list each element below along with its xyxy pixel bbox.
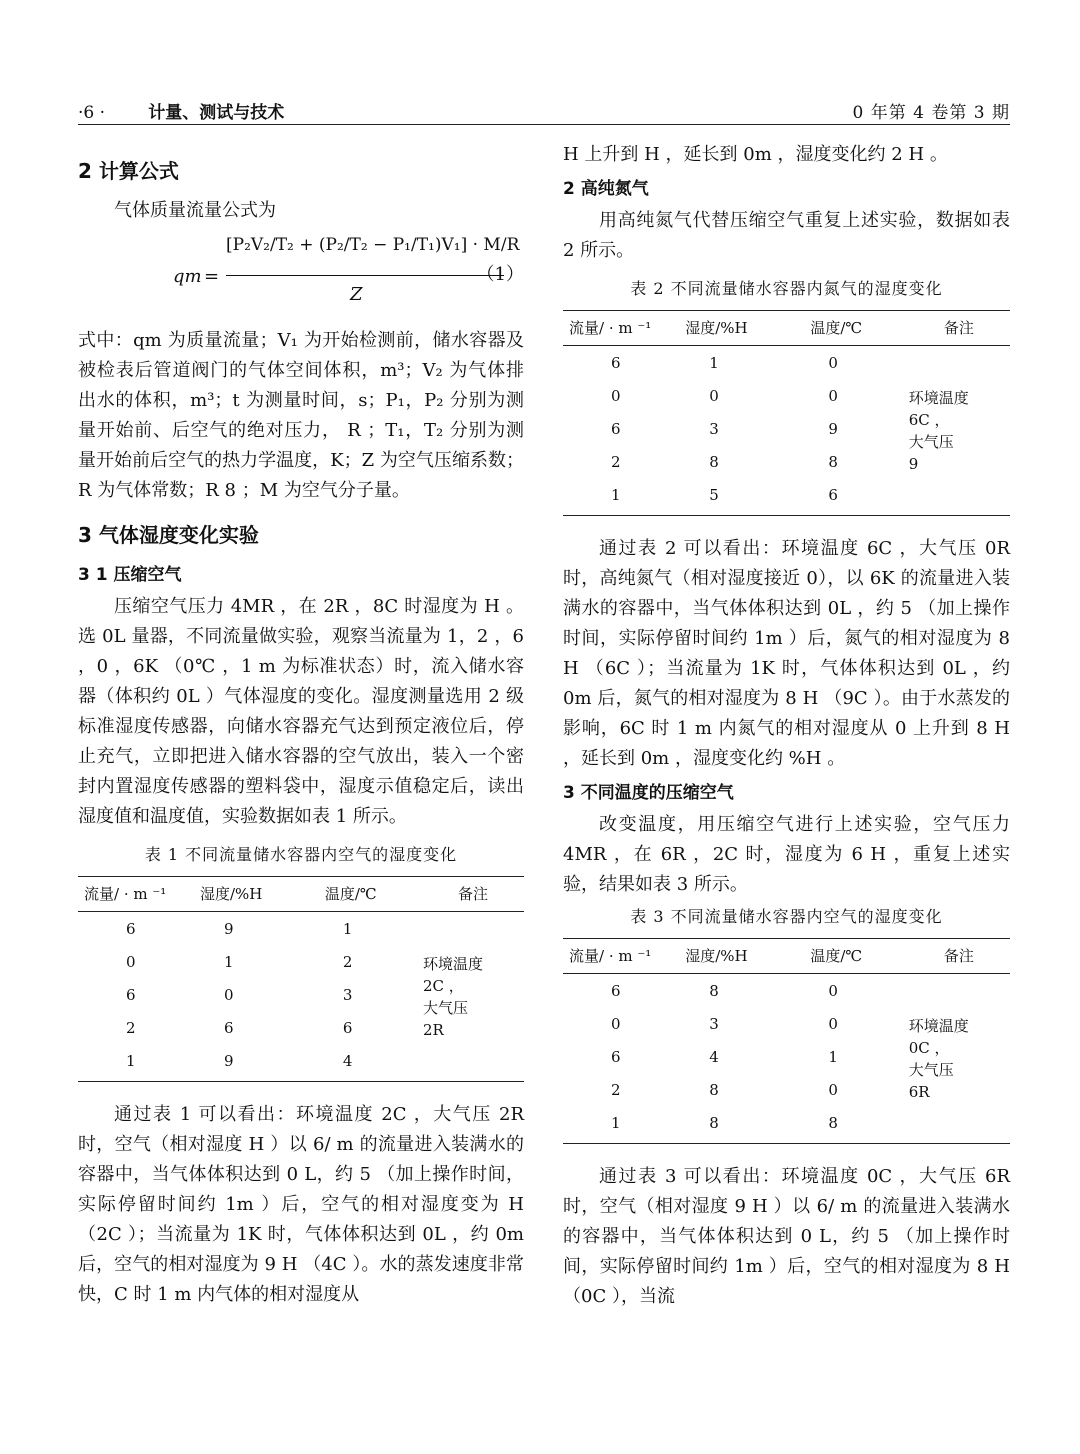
cell-temperature: 0 xyxy=(828,981,838,1000)
cell-flow: 6 xyxy=(611,353,621,372)
cell-humidity: 0 xyxy=(223,985,234,1004)
header-temperature: 温度/℃ xyxy=(324,885,377,903)
cell-temperature: 1 xyxy=(342,919,353,938)
cell-flow: 6 xyxy=(611,1047,621,1066)
left-column xyxy=(78,140,524,1310)
table-3-discussion: 通过表 3 可以看出：环境温度 0C ，大气压 6R 时，空气（相对湿度 9 H ）以 6/ m 的流量进入装满水的容器中，当气体体积达到 0 L，约 5 （加上操作时间，实际停留时间约 1m ）后，空气的相对湿度为 8 H （0C ），当流 xyxy=(563,1166,1010,1307)
section-3-2-paragraph: 用高纯氮气代替压缩空气重复上述实验，数据如表 2 所示。 xyxy=(563,210,1010,261)
cell-flow: 1 xyxy=(611,1113,621,1132)
issue-info: 0 年第 4 卷第 3 期 xyxy=(852,103,1010,123)
header-note: 备注 xyxy=(457,885,488,903)
cell-humidity: 0 xyxy=(709,386,719,405)
cell-temperature: 6 xyxy=(828,485,838,504)
table-row xyxy=(78,912,524,946)
section-3-2-title: 2 高纯氮气 xyxy=(563,179,649,199)
cell-flow: 6 xyxy=(611,419,621,438)
header-flow: 流量/ · m ⁻¹ xyxy=(569,319,652,337)
cell-flow: 6 xyxy=(126,919,136,938)
page-header xyxy=(78,96,1010,125)
cell-temperature: 1 xyxy=(828,1047,838,1066)
section-2-intro: 气体质量流量公式为 xyxy=(114,200,276,221)
section-3-1-title: 3 1 压缩空气 xyxy=(78,565,182,585)
cell-humidity: 1 xyxy=(223,952,234,971)
header-left xyxy=(78,98,284,123)
continued-paragraph: H 上升到 H ，延长到 0m ，湿度变化约 2 H 。 xyxy=(563,144,948,165)
formula-numerator: [P₂V₂/T₂ + (P₂/T₂ − P₁/T₁)V₁] · M/R xyxy=(226,235,520,255)
section-2-title: 2 计算公式 xyxy=(78,159,179,183)
table-3-caption: 表 3 不同流量储水容器内空气的湿度变化 xyxy=(630,907,943,926)
cell-humidity: 8 xyxy=(709,1080,719,1099)
cell-flow: 6 xyxy=(126,985,136,1004)
cell-humidity: 4 xyxy=(709,1047,719,1066)
header-flow: 流量/ · m ⁻¹ xyxy=(569,947,652,965)
formula-lhs: qm xyxy=(173,266,202,287)
cell-note xyxy=(417,912,524,1082)
cell-temperature: 4 xyxy=(342,1051,353,1070)
mass-flow-formula xyxy=(78,230,524,322)
cell-humidity: 6 xyxy=(223,1018,234,1037)
cell-humidity: 9 xyxy=(223,919,234,938)
cell-note xyxy=(903,346,1010,516)
header-humidity: 湿度/%H xyxy=(685,319,748,337)
cell-humidity: 8 xyxy=(709,452,719,471)
header-temperature: 温度/℃ xyxy=(810,947,863,965)
cell-humidity: 9 xyxy=(223,1051,234,1070)
section-2-definitions: 式中：qm 为质量流量；V₁ 为开始检测前，储水容器及被检表后管道阀门的气体空间体积，m³；V₂ 为气体排出水的体积，m³；t 为测量时间，s；P₁，P₂ 分别为测量开始前、后空气的绝对压力， R ；T₁，T₂ 分别为测量开始前后空气的热力学温度，K；Z 为空气压缩系数；R 为气体常数；R 8 ；M 为空气分子量。 xyxy=(78,330,524,501)
cell-flow: 0 xyxy=(611,1014,621,1033)
journal-title: 计量、测试与技术 xyxy=(148,103,285,123)
table-1-caption: 表 1 不同流量储水容器内空气的湿度变化 xyxy=(144,845,458,864)
cell-flow: 6 xyxy=(611,981,621,1000)
cell-temperature: 8 xyxy=(828,452,838,471)
header-humidity: 湿度/%H xyxy=(199,885,263,903)
cell-flow: 0 xyxy=(611,386,621,405)
section-3-1-paragraph: 压缩空气压力 4MR ，在 2R ，8C 时湿度为 H 。选 0L 量器，不同流量做实验，观察当流量为 1，2 ，6 ，0 ，6K （0℃ ，1 m 为标准状态）时，流入储水容器（体积约 0L ）气体湿度的变化。湿度测量选用 2 级标准湿度传感器，向储水容器充气达到预定液位后，停止充气，立即把进入储水容器的空气放出，装入一个密封内置湿度传感器的塑料袋中，湿度示值稳定后，读出湿度值和温度值，实验数据如表 1 所示。 xyxy=(78,596,524,827)
header-humidity: 湿度/%H xyxy=(685,947,748,965)
cell-humidity: 8 xyxy=(709,981,719,1000)
cell-flow: 1 xyxy=(126,1051,136,1070)
cell-humidity: 5 xyxy=(709,485,719,504)
cell-humidity: 8 xyxy=(709,1113,719,1132)
section-3-3-paragraph: 改变温度，用压缩空气进行上述实验，空气压力 4MR ，在 6R ，2C 时，湿度为 6 H ，重复上述实验，结果如表 3 所示。 xyxy=(563,814,1010,895)
header-temperature: 温度/℃ xyxy=(810,319,863,337)
cell-temperature: 0 xyxy=(828,1014,838,1033)
page-number: ·6 · xyxy=(78,103,106,123)
table-2-discussion: 通过表 2 可以看出：环境温度 6C ，大气压 0R 时，高纯氮气（相对湿度接近 0），以 6K 的流量进入装满水的容器中，当气体体积达到 0L ，约 5 （加上操作时间，实际停留时间约 1m ）后，氮气的相对湿度为 8 H （6C ）；当流量为 1K 时，气体体积达到 0L ，约 0m 后，氮气的相对湿度为 8 H （9C ）。由于水蒸发的影响，6C 时 1 m 内氮气的相对湿度从 0 上升到 8 H ，延长到 0m ，湿度变化约 %H 。 xyxy=(563,538,1010,769)
formula-equals: = xyxy=(204,266,220,287)
cell-temperature: 0 xyxy=(828,353,838,372)
cell-flow: 2 xyxy=(611,452,621,471)
table-header-row xyxy=(563,311,1010,346)
cell-temperature: 9 xyxy=(828,419,838,438)
formula-denominator: Z xyxy=(350,284,363,305)
cell-flow: 2 xyxy=(611,1080,621,1099)
table-2-caption: 表 2 不同流量储水容器内氮气的湿度变化 xyxy=(630,279,943,298)
table-1-discussion: 通过表 1 可以看出：环境温度 2C ，大气压 2R 时，空气（相对湿度 H ）以 6/ m 的流量进入装满水的容器中，当气体体积达到 0 L，约 5 （加上操作时间，实际停留时间约 1m ）后，空气的相对湿度变为 H （2C ）；当流量为 1K 时，气体体积达到 0L ，约 0m 后，空气的相对湿度为 9 H （4C ）。水的蒸发速度非常快，C 时 1 m 内气体的相对湿度从 xyxy=(78,1104,524,1305)
cell-temperature: 3 xyxy=(342,985,353,1004)
header-note: 备注 xyxy=(943,947,974,965)
cell-flow: 0 xyxy=(126,952,136,971)
formula-number: （1） xyxy=(476,264,524,285)
section-3-title: 3 气体湿度变化实验 xyxy=(78,523,259,547)
table-row xyxy=(563,974,1010,1008)
note-text: 环境温度 0C ， 大气压 6R xyxy=(908,1016,969,1101)
cell-temperature: 6 xyxy=(342,1018,353,1037)
table-header-row xyxy=(563,939,1010,974)
cell-temperature: 2 xyxy=(342,952,353,971)
section-3-3-title: 3 不同温度的压缩空气 xyxy=(563,783,734,803)
right-column xyxy=(563,140,1010,1312)
fraction-bar xyxy=(226,275,504,276)
cell-flow: 2 xyxy=(126,1018,136,1037)
cell-temperature: 0 xyxy=(828,1080,838,1099)
cell-flow: 1 xyxy=(611,485,621,504)
cell-temperature: 0 xyxy=(828,386,838,405)
cell-humidity: 3 xyxy=(709,419,719,438)
table-header-row xyxy=(78,877,524,912)
cell-note xyxy=(903,974,1010,1144)
header-note: 备注 xyxy=(943,319,974,337)
cell-humidity: 1 xyxy=(709,353,719,372)
cell-temperature: 8 xyxy=(828,1113,838,1132)
cell-humidity: 3 xyxy=(709,1014,719,1033)
table-row xyxy=(563,346,1010,380)
note-text: 环境温度 2C ， 大气压 2R xyxy=(422,954,483,1039)
table-3 xyxy=(563,938,1010,1144)
header-flow: 流量/ · m ⁻¹ xyxy=(84,885,167,903)
table-1 xyxy=(78,876,524,1082)
note-text: 环境温度 6C ， 大气压 9 xyxy=(908,388,969,473)
table-2 xyxy=(563,310,1010,516)
